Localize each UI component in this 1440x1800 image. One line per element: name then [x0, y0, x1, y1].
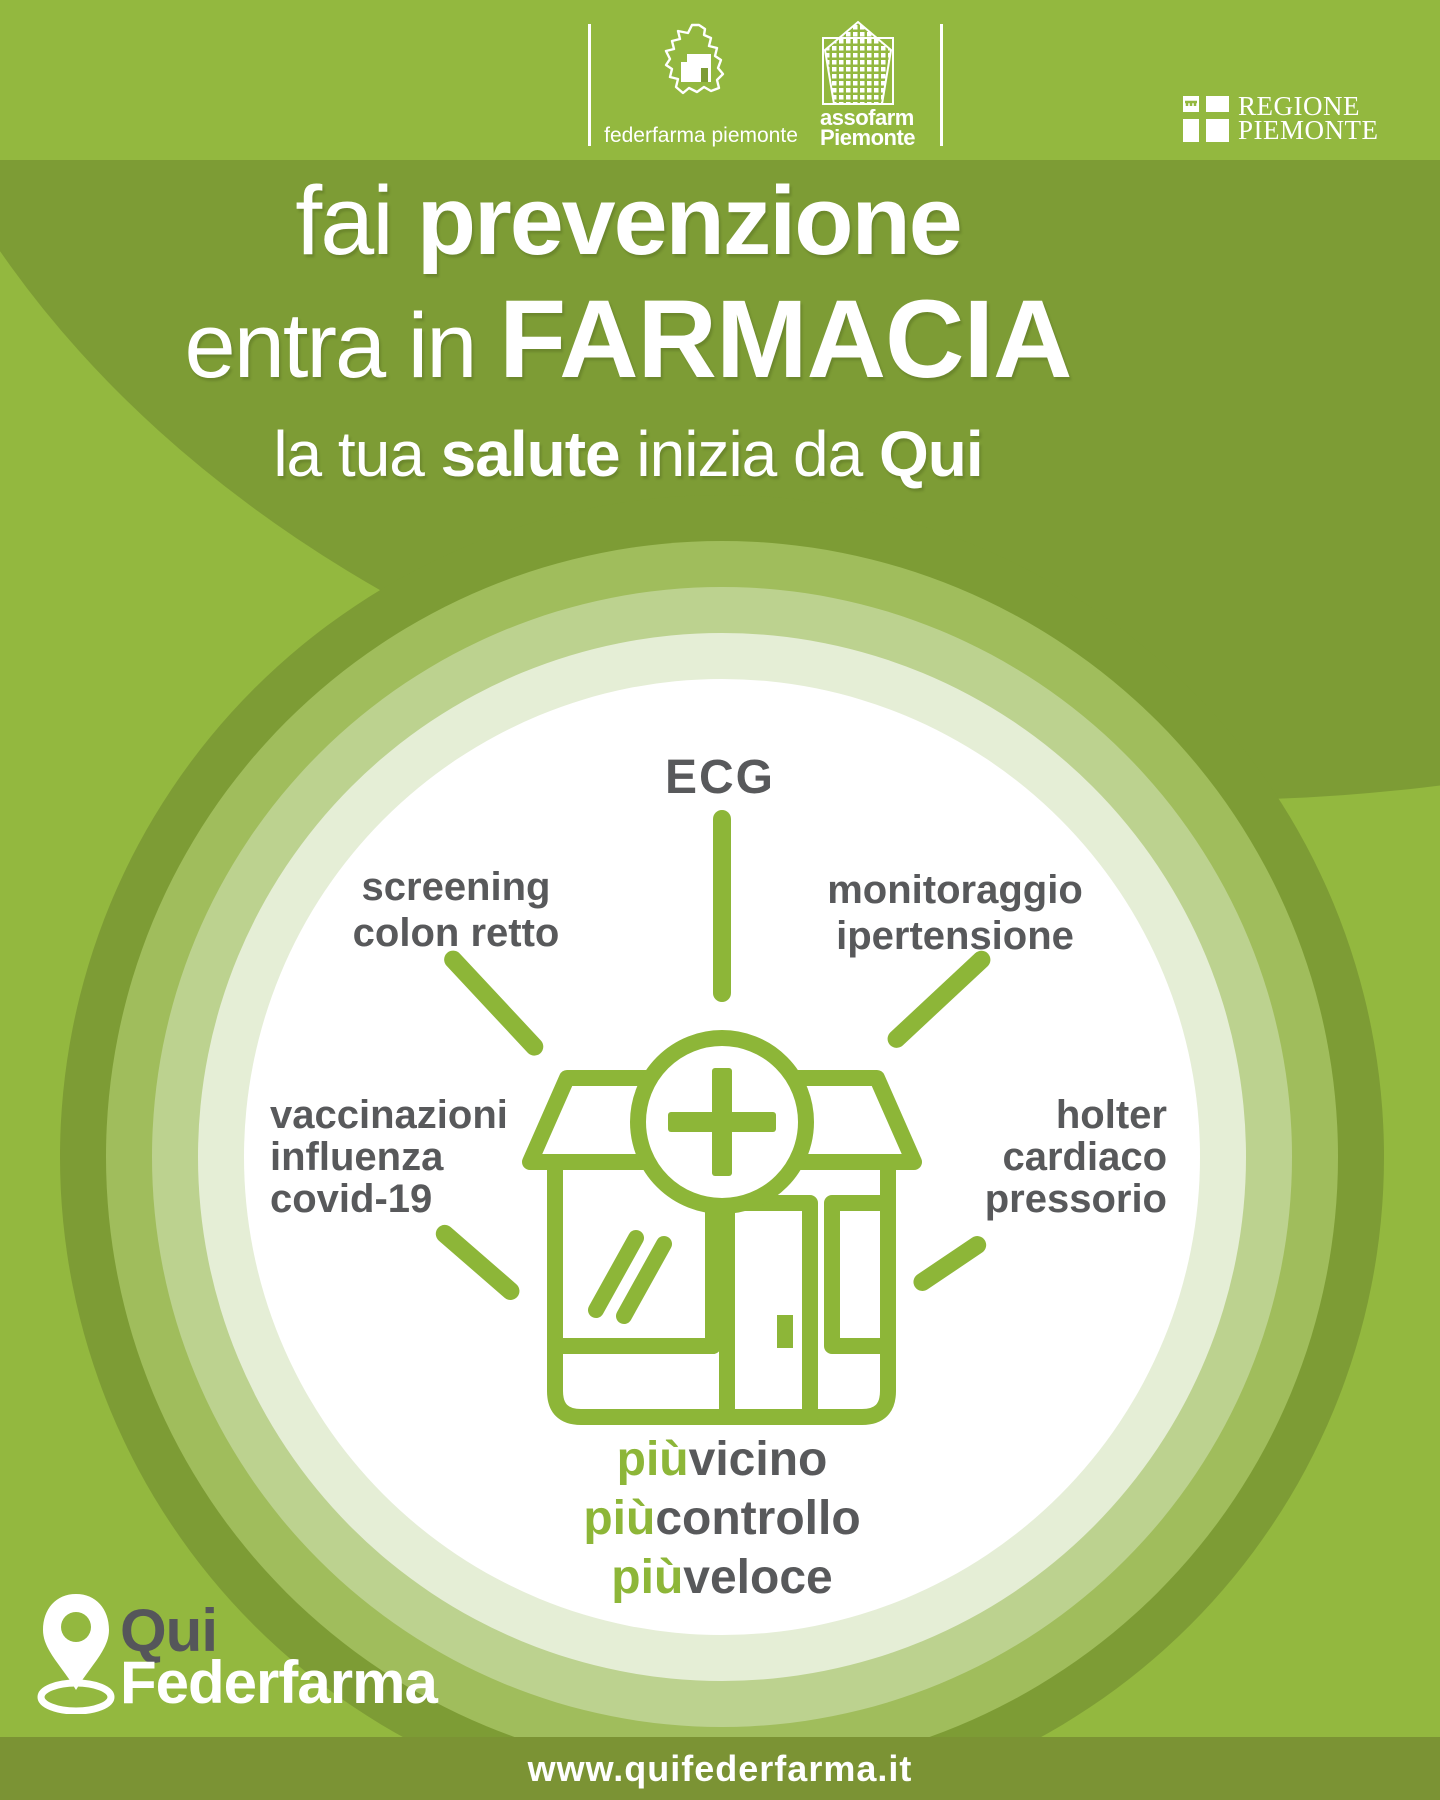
assofarm-label-line2: Piemonte [820, 125, 916, 150]
regione-label-line1: REGIONE [1238, 91, 1360, 121]
pharmacy-store-icon [500, 1020, 950, 1435]
holter-line1: holter [1055, 1093, 1167, 1137]
benefit-vicino-rest: vicino [688, 1433, 828, 1486]
title-line3-salute: salute [440, 418, 620, 490]
footer-bar [0, 1737, 1440, 1800]
header-divider-right [940, 24, 943, 146]
service-label-monitoraggio [827, 867, 1083, 959]
title-line3-qui: Qui [879, 418, 983, 490]
benefits-list [583, 1430, 860, 1607]
monitoraggio-line2: ipertensione [836, 914, 1074, 958]
benefit-vicino-accent: più [616, 1433, 689, 1486]
monitoraggio-line1: monitoraggio [827, 868, 1083, 912]
service-label-screening [353, 864, 560, 956]
location-pin-icon [36, 1590, 116, 1719]
poster-title [0, 166, 1256, 494]
benefit-controllo-rest: controllo [655, 1492, 861, 1545]
vaccinazioni-line3: covid-19 [270, 1177, 433, 1221]
assofarm-building-icon [818, 18, 898, 113]
regione-label-line2: PIEMONTE [1238, 115, 1379, 145]
vaccinazioni-line1: vaccinazioni [270, 1093, 508, 1137]
federfarma-piemonte-map-icon [656, 20, 742, 111]
title-line3-part3: inizia da [619, 418, 880, 490]
connector-line-ecg [713, 810, 731, 1002]
brand-qui: Qui [120, 1597, 217, 1664]
holter-line3: pressorio [984, 1177, 1167, 1221]
benefit-veloce [583, 1548, 860, 1607]
title-line2 [0, 276, 1256, 410]
holter-line2: cardiaco [1002, 1135, 1167, 1179]
brand-federfarma: Federfarma [120, 1649, 437, 1716]
title-line2-light: entra in [184, 295, 499, 397]
benefit-controllo-accent: più [583, 1492, 656, 1545]
website-url: www.quifederfarma.it [527, 1747, 913, 1789]
title-line2-bold: FARMACIA [498, 278, 1072, 401]
title-line1-light: fai [295, 166, 417, 275]
title-line1 [0, 166, 1256, 276]
title-line3-part1: la tua [273, 418, 441, 490]
regione-piemonte-shield-icon [1182, 95, 1230, 148]
vaccinazioni-line2: influenza [270, 1135, 444, 1179]
benefit-controllo [583, 1489, 860, 1548]
benefit-vicino [583, 1430, 860, 1489]
federfarma-piemonte-label: federfarma piemonte [604, 124, 798, 147]
service-label-holter [985, 1094, 1167, 1220]
screening-line1: screening [361, 865, 551, 909]
benefit-veloce-accent: più [611, 1551, 684, 1604]
service-label-vaccinazioni [270, 1094, 508, 1220]
title-line3 [0, 414, 1256, 494]
regione-piemonte-label [1238, 91, 1379, 145]
assofarm-label-line1: assofarm [820, 105, 914, 130]
title-line1-bold: prevenzione [416, 166, 961, 275]
benefit-veloce-rest: veloce [683, 1551, 833, 1604]
screening-line2: colon retto [352, 911, 560, 955]
service-label-ecg: ECG [664, 751, 776, 804]
header-logos [0, 0, 1440, 160]
